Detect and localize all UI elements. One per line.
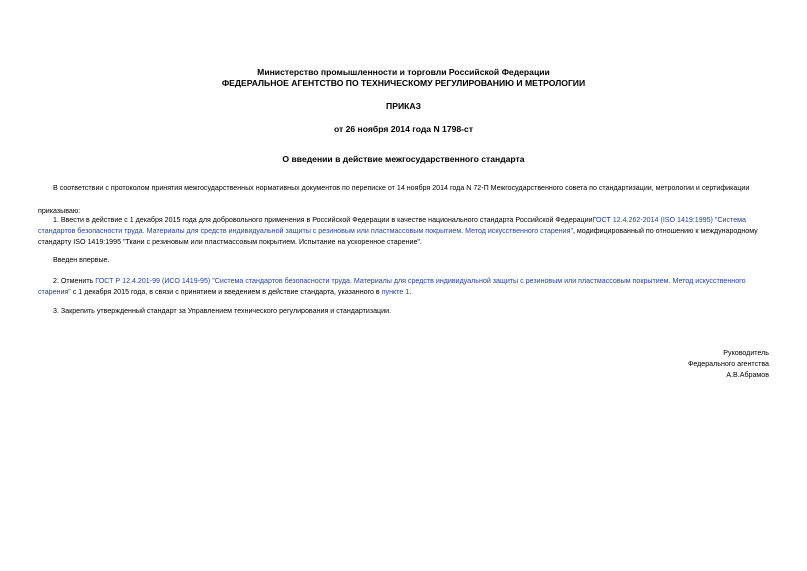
item-2-text-before: 2. Отменить [53,277,96,285]
item-1-text-after: , модифицированный по отношению к международному стандарту ISO 1419:1995 "Ткани с резиновым или пластмассовым покрытием. Испытание на ускоренное старение". [38,227,758,246]
date-number-heading: от 26 ноября 2014 года N 1798-ст [333,124,474,134]
signature-name: А.В.Абрамов [726,371,769,379]
doc-type-heading: ПРИКАЗ [386,101,421,111]
item-2-text-after: . [409,288,412,296]
signature-agency: Федерального агентства [687,360,769,368]
item-3-paragraph: 3. Закрепить утвержденный стандарт за Управлением технического регулирования и стандартизации. [53,307,392,315]
item-2-paragraph [38,276,772,298]
introduced-first-note: Введен впервые. [53,256,110,264]
preamble-paragraph: В соответствии с протоколом принятия межгосударственных нормативных документов по переписке от 14 ноября 2014 года N 72-П Межгосударственного совета по стандартизации, метрологии и сертификации [53,184,750,192]
agency-heading: ФЕДЕРАЛЬНОЕ АГЕНТСТВО ПО ТЕХНИЧЕСКОМУ РЕГУЛИРОВАНИЮ И МЕТРОЛОГИИ [221,78,586,88]
item-1-paragraph [38,215,772,248]
item-1-text-before: 1. Ввести в действие с 1 декабря 2015 года для добровольного применения в Российской Федерации в качестве национального стандарта Российской Федерации [53,216,593,224]
ministry-heading: Министерство промышленности и торговли Российской Федерации [257,67,550,77]
clause-1-link[interactable]: пункте 1 [381,288,410,296]
gost-r-12-4-201-link[interactable]: ГОСТ Р 12.4.201-99 (ИСО 1419-95) "Система стандартов безопасности труда. Материалы для средств индивидуальной защиты с резиновым или пластмассовым покрытием. Метод искусственного старения" [38,277,746,296]
item-2-text-middle: с 1 декабря 2015 года, в связи с принятием и введением в действие стандарта, указанного в [70,288,382,296]
gost-12-4-262-link[interactable]: ГОСТ 12.4.262-2014 (ISO 1419:1995) "Система стандартов безопасности труда. Материалы для средств индивидуальной защиты с резиновым или пластмассовым покрытием. Метод искусственного старения" [38,216,746,235]
order-word: приказываю: [38,207,81,215]
signature-title: Руководитель [723,349,769,357]
document-title: О введении в действие межгосударственного стандарта [282,154,525,164]
